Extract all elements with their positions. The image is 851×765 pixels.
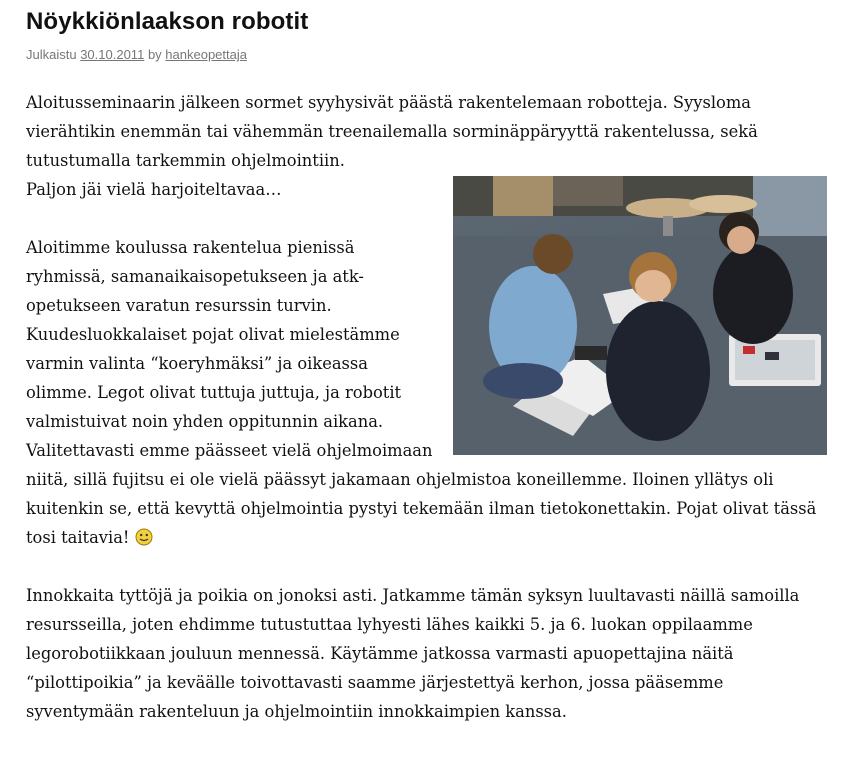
photo-illustration	[453, 176, 827, 455]
smiley-icon	[135, 528, 153, 546]
paragraph-school-text: Aloitimme koulussa rakentelua pienissä ryhmissä, samanaikaisopetukseen ja atk-opetukseen varatun resurssin turvin. Kuudesluokkalaiset pojat olivat mielestämme varmin valinta “koeryhmäksi” ja oikeassa olimme. Legot olivat tuttuja juttuja, ja robotit valmistuivat noin yhden oppitunnin aikana. Valitettavasti emme päässeet vielä ohjelmoimaan niitä, sillä fujitsu ei ole vielä päässyt jakamaan ohjelmistoa koneillemme. Iloinen yllätys oli kuitenkin se, että kevyttä ohjelmointia pystyi tekemään ilman tietokonettakin. Pojat olivat tässä tosi taitavia!	[26, 238, 817, 547]
paragraph-intro: Aloitusseminaarin jälkeen sormet syyhysivät päästä rakentelemaan robotteja. Syysloma vierähtikin enemmän tai vähemmän treenailemalla sorminäppäryyttä rakentelussa, sekä tutustumalla tarkemmin ohjelmointiin.	[26, 93, 758, 170]
post-title: Nöykkiönlaakson robotit	[26, 8, 309, 35]
post-content	[26, 88, 834, 726]
meta-by: by	[147, 47, 162, 62]
robot-building-photo	[453, 176, 827, 455]
post-date-link[interactable]: 30.10.2011	[80, 47, 145, 62]
post-meta	[26, 47, 247, 62]
paragraph-future: Innokkaita tyttöjä ja poikia on jonoksi asti. Jatkamme tämän syksyn luultavasti näillä samoilla resursseilla, joten ehdimme tutustuttaa lyhyesti lähes kaikki 5. ja 6. luokan oppilaamme legorobotiikkaan jouluun mennessä. Käytämme jatkossa varmasti apuopettajina näitä “pilottipoikia” ja keväälle toivottavasti saamme järjestettyä kerhon, jossa pääsemme syventymään rakenteluun ja ohjelmointiin innokkaimpien kanssa.	[26, 586, 800, 721]
post-author-link[interactable]: hankeopettaja	[165, 47, 247, 62]
paragraph-intro-end: Paljon jäi vielä harjoiteltavaa…	[26, 180, 282, 199]
meta-prefix: Julkaistu	[26, 47, 77, 62]
